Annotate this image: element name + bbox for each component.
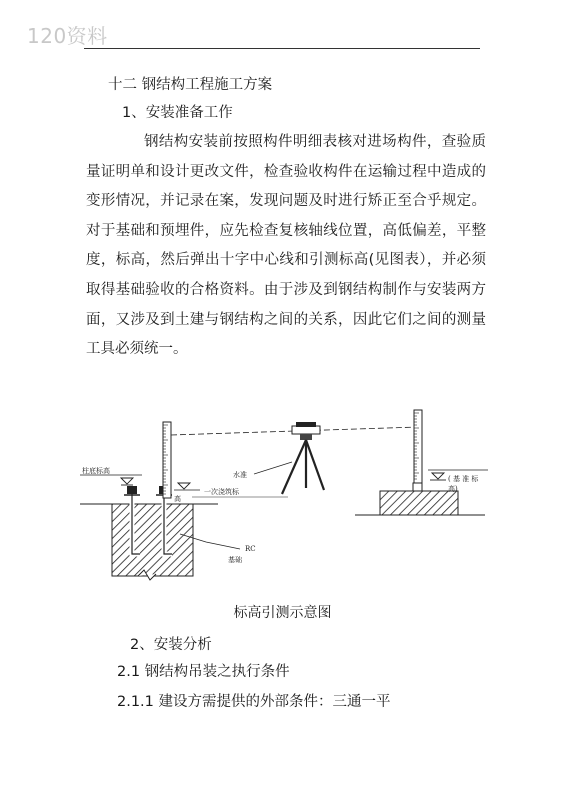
foundation-block [112, 504, 193, 576]
label-level: 水准 [233, 471, 247, 479]
subsection-heading: 1、安装准备工作 [122, 105, 233, 121]
level-staff-right [414, 410, 422, 483]
benchmark-block [380, 491, 458, 515]
subsection-2-1-1-heading: 2.1.1 建设方需提供的外部条件：三通一平 [117, 694, 391, 710]
section-title: 十二 钢结构工程施工方案 [108, 77, 273, 93]
watermark: 120资料 [27, 24, 108, 48]
subsection-2-heading: 2、安装分析 [130, 637, 212, 653]
label-foundation: 基础 [228, 556, 242, 564]
label-rc: RC [245, 545, 256, 553]
elevation-survey-figure [70, 402, 510, 587]
level-instrument [282, 422, 324, 494]
figure-caption: 标高引测示意图 [233, 605, 332, 621]
label-benchmark: ( 基 准 标 [448, 475, 479, 483]
label-benchmark-2: 高) [448, 485, 458, 493]
subsection-2-1-heading: 2.1 钢结构吊装之执行条件 [117, 664, 290, 680]
header-rule [84, 48, 480, 49]
label-column-base: 柱底标高 [82, 467, 110, 475]
label-first-pour: 一次浇筑标 [204, 488, 239, 496]
body-paragraph: 钢结构安装前按照构件明细表核对进场构件，查验质量证明单和设计更改文件，检查验收构件在运输过程中造成的变形情况，并记录在案，发现问题及时进行矫正至合乎规定。对于基础和预埋件，应先检查复核轴线位置，高低偏差，平整度，标高，然后弹出十字中心线和引测标高(见图表），并必须取得基础验收的合格资料。由于涉及到钢结构制作与安装两方面，又涉及到土建与钢结构之间的关系，因此它们之间的测量工具必须统一。 [86, 134, 486, 358]
level-staff-left [163, 422, 171, 498]
label-small: 高 [174, 495, 181, 503]
